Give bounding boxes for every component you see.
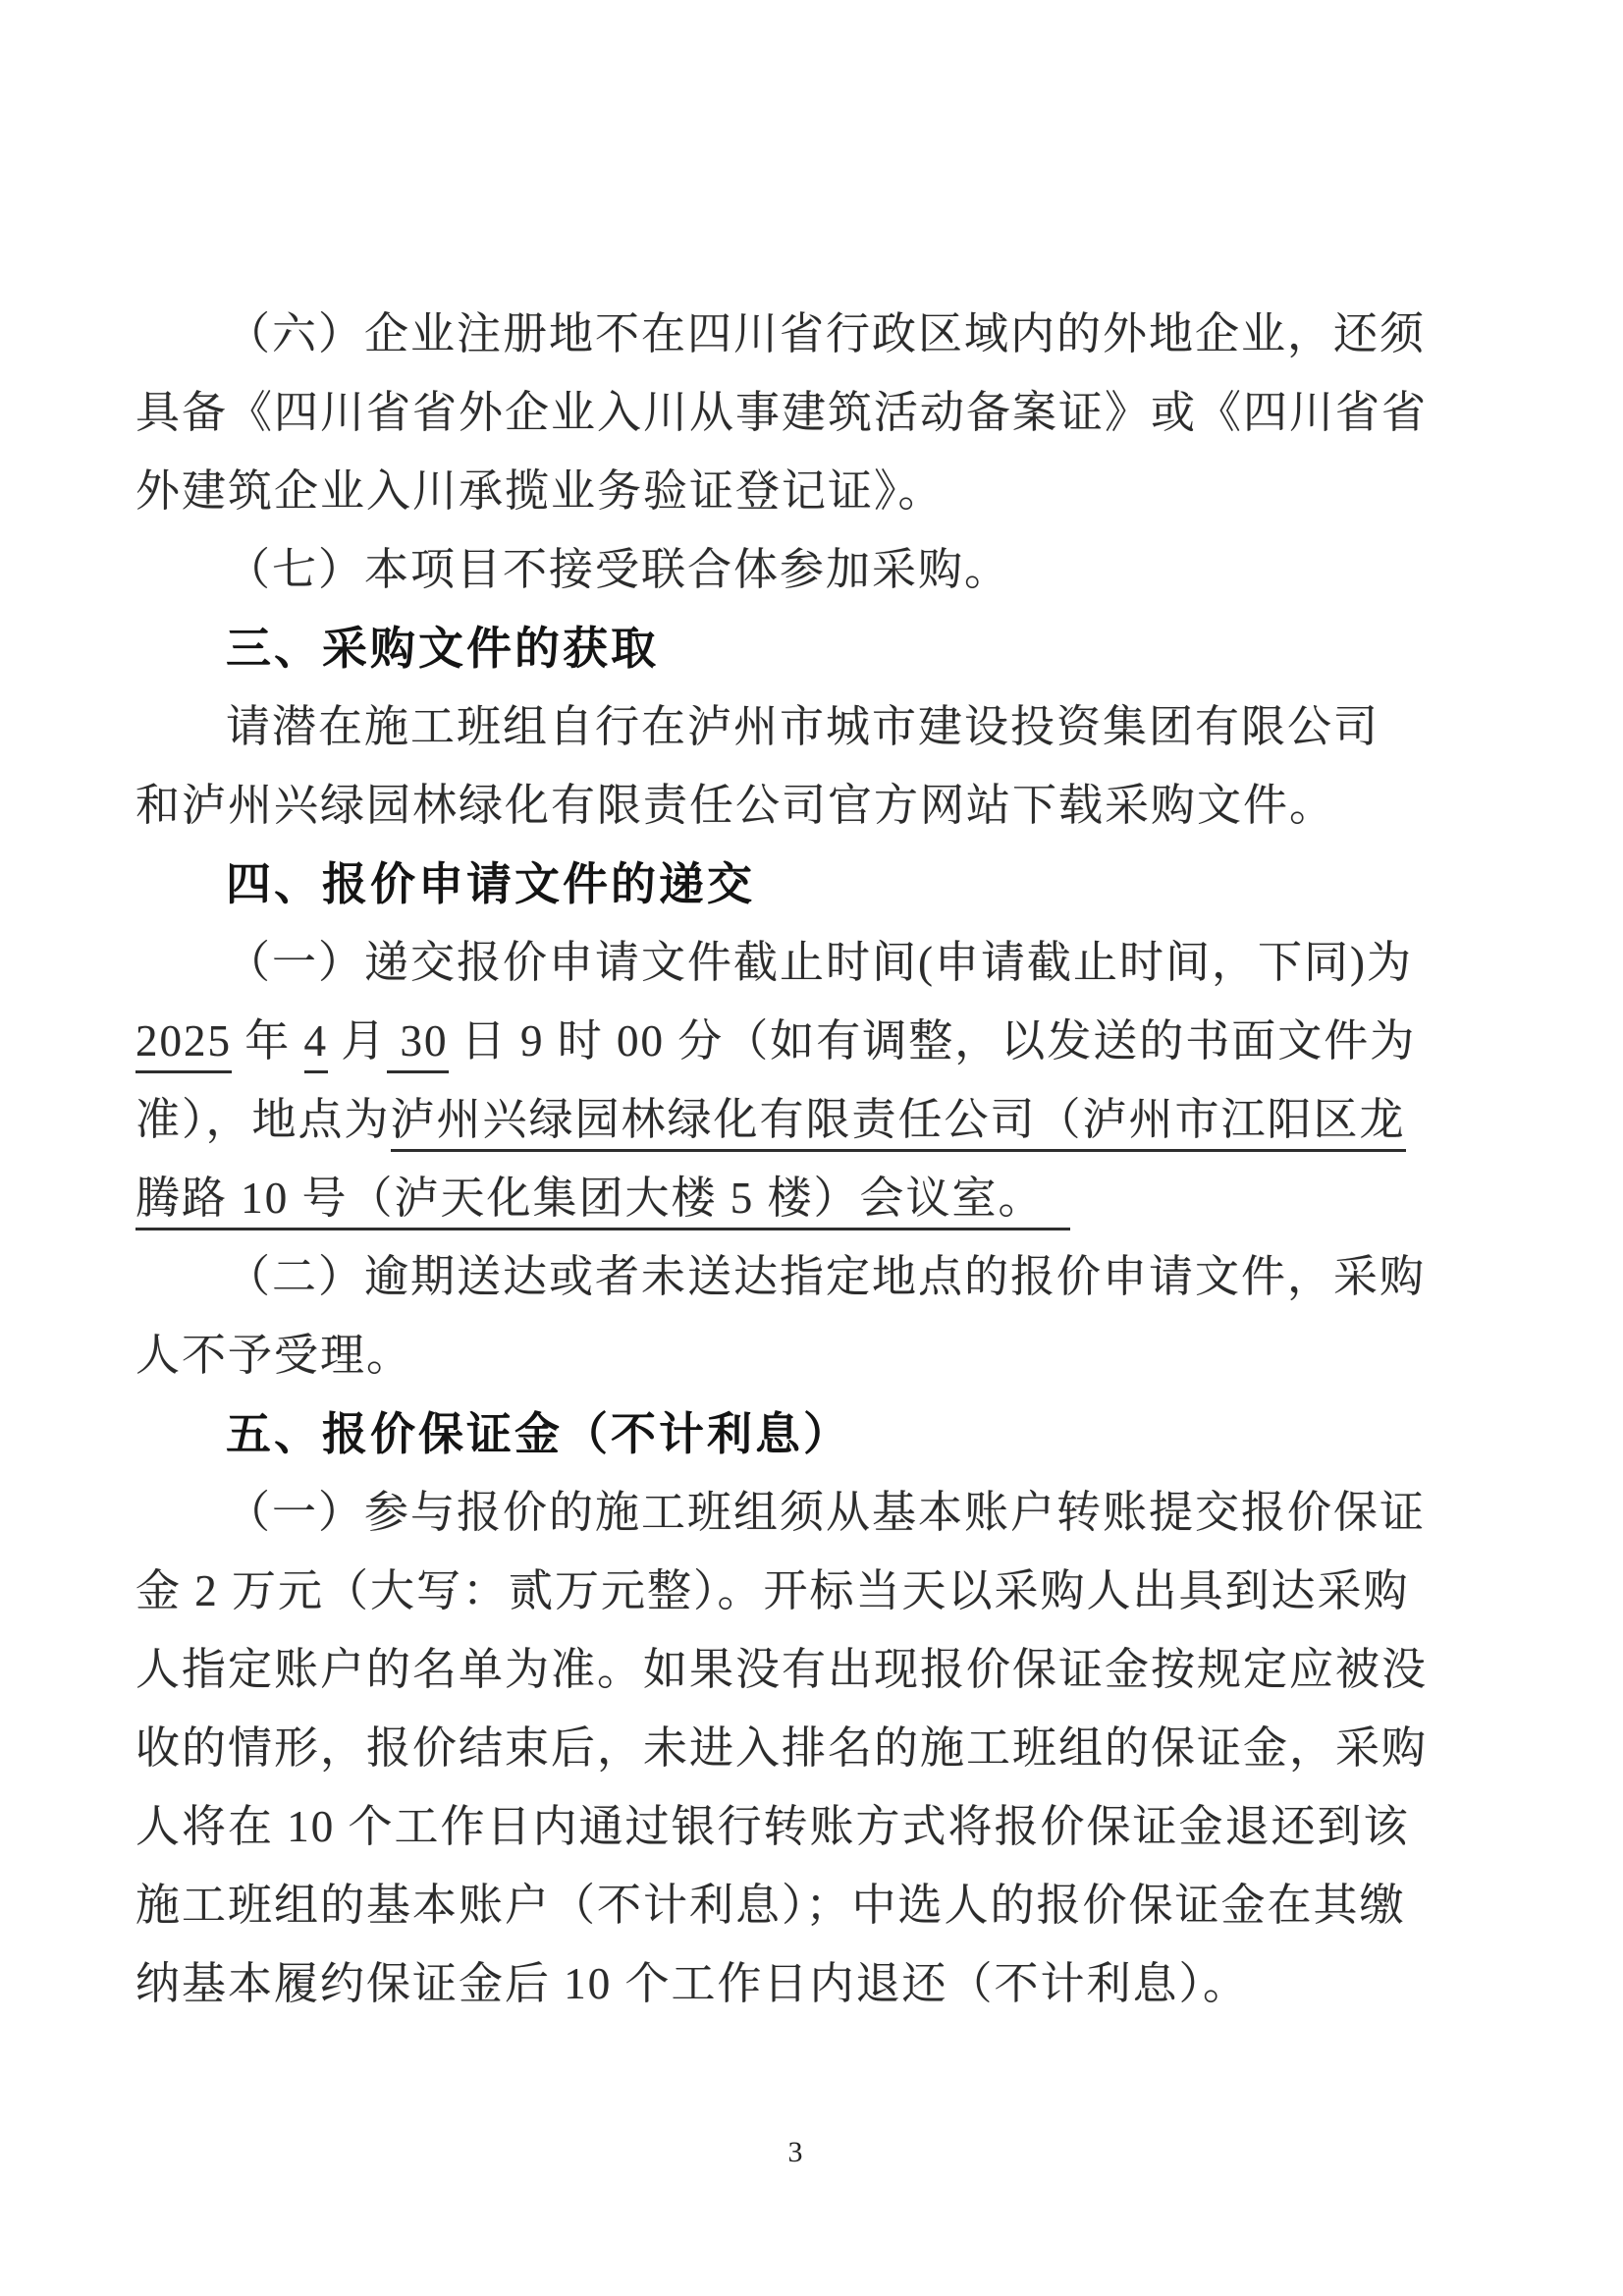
text-run: 年 [232, 1016, 304, 1066]
text-run: 五、报价保证金（不计利息） [226, 1408, 851, 1459]
underlined-text: 30 [387, 1016, 448, 1073]
section-4-clause-2-line-1 [135, 1237, 1490, 1316]
text-run: 请潜在施工班组自行在泸州市城市建设投资集团有限公司 [226, 702, 1380, 751]
text-run: 和泸州兴绿园林绿化有限责任公司官方网站下载采购文件。 [135, 781, 1336, 830]
text-run: 三、采购文件的获取 [226, 623, 659, 674]
text-run: （一）参与报价的施工班组须从基本账户转账提交报价保证 [226, 1488, 1427, 1537]
text-run: （七）本项目不接受联合体参加采购。 [226, 545, 1011, 594]
underlined-text: 2025 [135, 1016, 232, 1073]
text-run: 准），地点为 [135, 1095, 391, 1144]
text-run: 人不予受理。 [135, 1331, 413, 1380]
document-body [135, 295, 1490, 2023]
text-run: 外建筑企业入川承揽业务验证登记证》。 [135, 466, 945, 516]
section-4-clause-2-line-2 [135, 1316, 1490, 1394]
text-run: 人将在 10 个工作日内通过银行转账方式将报价保证金退还到该 [135, 1802, 1410, 1851]
text-run: （一）递交报价申请文件截止时间(申请截止时间，下同)为 [226, 938, 1413, 987]
deadline-line [135, 1002, 1490, 1080]
text-run: 施工班组的基本账户（不计利息）；中选人的报价保证金在其缴 [135, 1881, 1406, 1930]
location-line-2 [135, 1159, 1490, 1237]
section-4-clause-1-line-1 [135, 923, 1490, 1002]
text-run: 纳基本履约保证金后 10 个工作日内退还（不计利息）。 [135, 1959, 1250, 2008]
section-4-heading [135, 845, 1490, 923]
text-run: 月 [328, 1016, 388, 1066]
text-run: 人指定账户的名单为准。如果没有出现报价保证金按规定应被没 [135, 1645, 1429, 1694]
underlined-text: 泸州兴绿园林绿化有限责任公司（泸州市江阳区龙 [391, 1095, 1406, 1152]
section-5-clause-1-line-5 [135, 1787, 1490, 1866]
clause-7-line-1 [135, 530, 1490, 609]
section-3-para-line-2 [135, 766, 1490, 845]
underlined-text: 4 [304, 1016, 329, 1073]
text-run: 日 9 时 00 分（如有调整，以发送的书面文件为 [448, 1016, 1417, 1066]
text-run: 收的情形，报价结束后，未进入排名的施工班组的保证金，采购 [135, 1723, 1429, 1773]
section-5-clause-1-line-4 [135, 1709, 1490, 1787]
text-run: （六）企业注册地不在四川省行政区域内的外地企业，还须 [226, 309, 1427, 358]
page-number: 3 [787, 2136, 803, 2168]
text-run: （二）逾期送达或者未送达指定地点的报价申请文件，采购 [226, 1252, 1427, 1301]
section-5-clause-1-line-1 [135, 1473, 1490, 1552]
section-5-clause-1-line-3 [135, 1630, 1490, 1709]
clause-6-line-1 [135, 295, 1490, 373]
section-3-heading [135, 609, 1490, 687]
text-run: 四、报价申请文件的递交 [226, 858, 755, 909]
clause-6-line-3 [135, 452, 1490, 530]
section-5-heading [135, 1394, 1490, 1473]
section-5-clause-1-line-2 [135, 1552, 1490, 1630]
location-line-1 [135, 1080, 1490, 1159]
clause-6-line-2 [135, 373, 1490, 452]
section-5-clause-1-line-6 [135, 1866, 1490, 1944]
text-run: 具备《四川省省外企业入川从事建筑活动备案证》或《四川省省 [135, 388, 1429, 437]
section-5-clause-1-line-7 [135, 1944, 1490, 2023]
text-run: 金 2 万元（大写：贰万元整）。开标当天以采购人出具到达采购 [135, 1566, 1410, 1615]
section-3-para-line-1 [135, 687, 1490, 766]
underlined-text: 腾路 10 号（泸天化集团大楼 5 楼）会议室。 [135, 1174, 1070, 1230]
